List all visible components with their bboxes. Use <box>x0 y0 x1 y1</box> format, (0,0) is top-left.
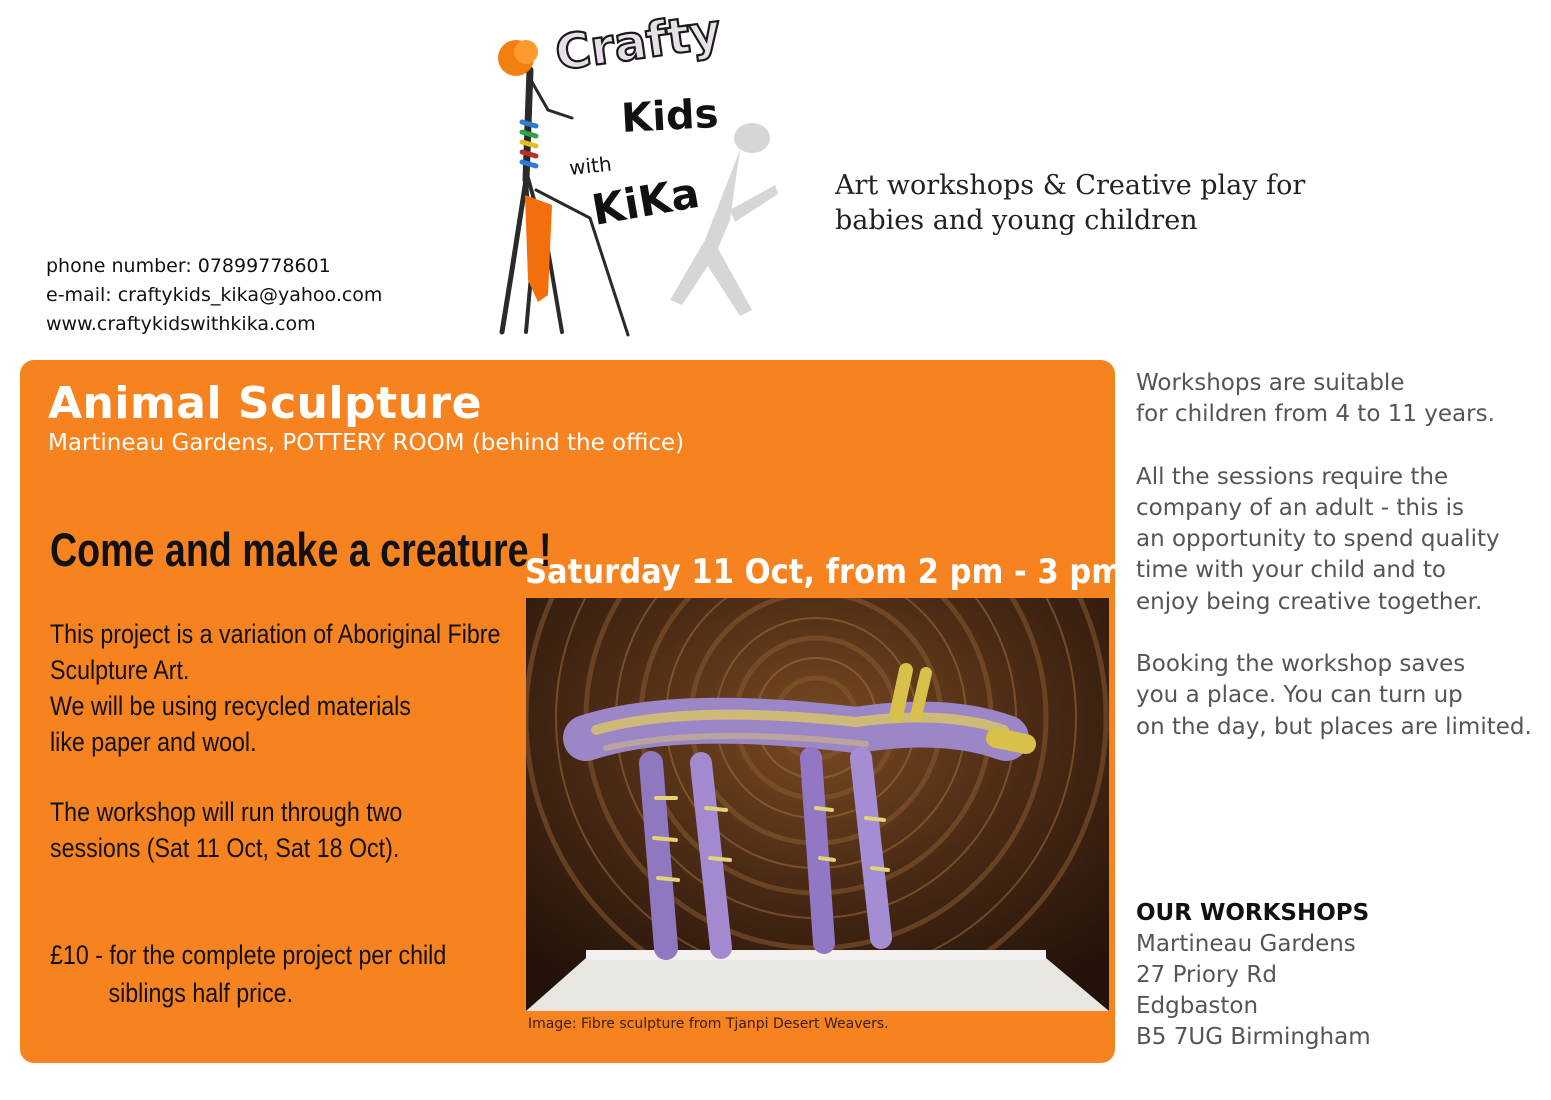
phone-number: phone number: 07899778601 <box>46 255 331 277</box>
event-location: Martineau Gardens, POTTERY ROOM (behind the office) <box>48 430 685 456</box>
logo-text-kids: Kids <box>620 90 720 142</box>
tagline-line-1: Art workshops & Creative play for <box>835 170 1306 201</box>
logo-text-crafty: Crafty <box>551 10 725 82</box>
info-spacer <box>1136 618 1532 649</box>
tagline-line-2: babies and young children <box>835 205 1198 236</box>
address-line: Martineau Gardens <box>1136 931 1356 957</box>
address-line: B5 7UG Birmingham <box>1136 1024 1371 1050</box>
crafty-kids-logo <box>490 10 790 340</box>
info-line: company of an adult - this is <box>1136 494 1465 521</box>
info-line: All the sessions require the <box>1136 463 1449 490</box>
description-line: This project is a variation of Aboriginal Fibre <box>50 619 501 649</box>
description-line: sessions (Sat 11 Oct, Sat 18 Oct). <box>50 833 400 863</box>
image-caption: Image: Fibre sculpture from Tjanpi Desert Weavers. <box>528 1016 889 1032</box>
sculpture-photo <box>526 598 1109 1011</box>
info-line: Workshops are suitable <box>1136 370 1405 396</box>
event-description <box>50 616 532 866</box>
info-line: on the day, but places are limited. <box>1136 713 1532 740</box>
event-headline: Come and make a creature ! <box>50 523 552 576</box>
description-line: The workshop will run through two <box>50 797 403 827</box>
event-date: Saturday 11 Oct, from 2 pm - 3 pm <box>525 552 1124 592</box>
event-title: Animal Sculpture <box>48 378 482 429</box>
price-line-2: siblings half price. <box>108 978 294 1008</box>
workshops-heading: OUR WORKSHOPS <box>1136 900 1370 926</box>
event-panel <box>20 360 1124 1063</box>
address-line: Edgbaston <box>1136 993 1259 1019</box>
info-line: Booking the workshop saves <box>1136 651 1466 678</box>
email-address: e-mail: craftykids_kika@yahoo.com <box>46 284 383 306</box>
address-line: 27 Priory Rd <box>1136 962 1277 988</box>
logo-text-with: with <box>568 151 613 180</box>
info-block <box>1136 368 1532 743</box>
workshops-address <box>1136 898 1371 1053</box>
info-line: for children from 4 to 11 years. <box>1136 401 1495 428</box>
website-link[interactable]: www.craftykidswithkika.com <box>46 313 316 335</box>
info-line: enjoy being creative together. <box>1136 588 1483 615</box>
price-line-1: £10 - for the complete project per child <box>50 940 447 970</box>
contact-block <box>46 252 382 339</box>
description-line: Sculpture Art. <box>50 655 190 685</box>
description-line: We will be using recycled materials <box>50 691 411 721</box>
description-line: like paper and wool. <box>50 727 257 757</box>
info-line: time with your child and to <box>1136 557 1446 584</box>
info-line: an opportunity to spend quality <box>1136 526 1500 553</box>
info-spacer <box>1136 431 1532 462</box>
description-spacer <box>50 760 532 794</box>
logo-text-kika: KiKa <box>588 167 703 235</box>
info-line: you a place. You can turn up <box>1136 682 1463 709</box>
price-info <box>50 936 446 1012</box>
tagline <box>835 168 1305 238</box>
